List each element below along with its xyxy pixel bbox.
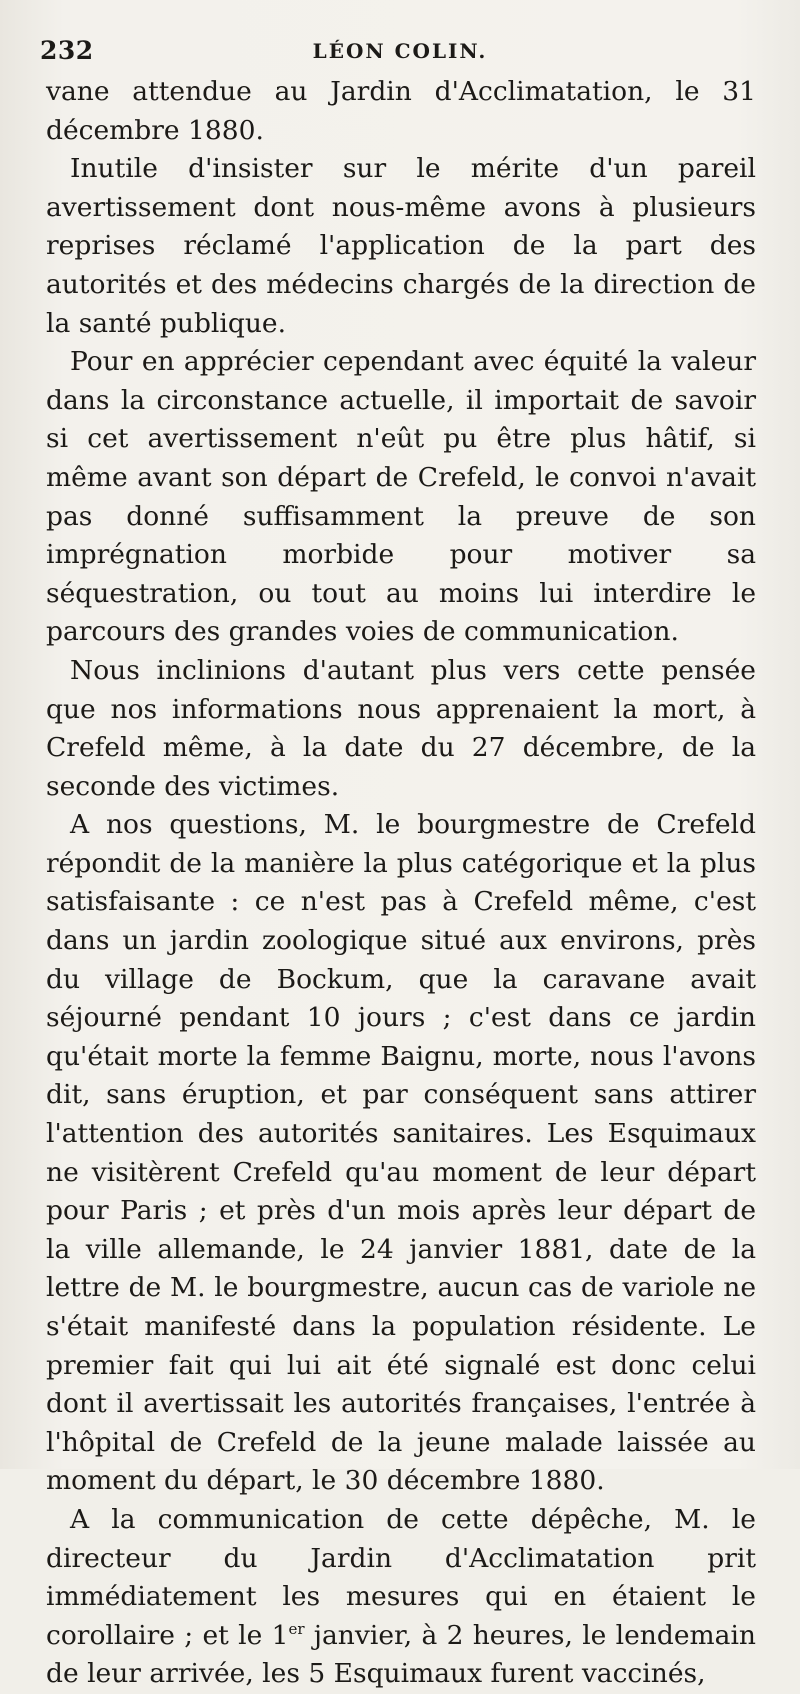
ordinal-superscript: er xyxy=(288,1619,305,1638)
paragraph: Pour en apprécier cependant avec équité la valeur dans la circonstance actuelle, il importait de savoir si cet avertissement n'eût pu être plus hâtif, si même avant son départ de Crefeld, le convoi n'avait pas donné suffisamment la preuve de son imprégnation morbide pour motiver sa séquestration, ou tout au moins lui interdire le parcours des grandes voies de communication. xyxy=(46,346,756,648)
paragraph-text: A la communication de cette dépêche, M. le directeur du Jardin d'Acclimatation prit immédiatement les mesures qui en étaient le corollaire ; et le 1 xyxy=(46,1503,756,1651)
paragraph: A nos questions, M. le bourgmestre de Crefeld répondit de la manière la plus catégorique et la plus satisfaisante : ce n'est pas à Crefeld même, c'est dans un jardin zoologique situé aux environs, près du village de Bockum, que la caravane avait séjourné pendant 10 jours ; c'est dans ce jardin qu'était morte la femme Baignu, morte, nous l'avons dit, sans éruption, et par conséquent sans attirer l'attention des autorités sanitaires. Les Esquimaux ne visitèrent Crefeld qu'au moment de leur départ pour Paris ; et près d'un mois après leur départ de la ville allemande, le 24 janvier 1881, date de la lettre de M. le bourgmestre, aucun cas de variole ne s'était manifesté dans la population résidente. Le premier fait qui lui ait été signalé est donc celui dont il avertissait les autorités françaises, l'entrée à l'hôpital de Crefeld de la jeune malade laissée au moment du départ, le 30 décembre 1880. xyxy=(46,809,756,1497)
paragraph xyxy=(46,1501,756,1694)
paragraph-continuation: vane attendue au Jardin d'Acclimatation, le 31 décembre 1880. xyxy=(46,76,756,146)
page-header xyxy=(40,36,760,76)
paragraph: Nous inclinions d'autant plus vers cette pensée que nos informations nous apprenaient la mort, à Crefeld même, à la date du 27 décembre, de la seconde des victimes. xyxy=(46,654,756,802)
body-text xyxy=(46,73,756,1694)
paragraph: Inutile d'insister sur le mérite d'un pareil avertissement dont nous-même avons à plusieurs reprises réclamé l'application de la part des autorités et des médecins chargés de la direction de la santé publique. xyxy=(46,153,756,339)
running-head: LÉON COLIN. xyxy=(312,39,488,63)
page-number: 232 xyxy=(40,36,94,65)
paragraph-text: janvier, à 2 heures, le lendemain de leur arrivée, les 5 Esquimaux furent vaccinés, xyxy=(46,1619,756,1690)
